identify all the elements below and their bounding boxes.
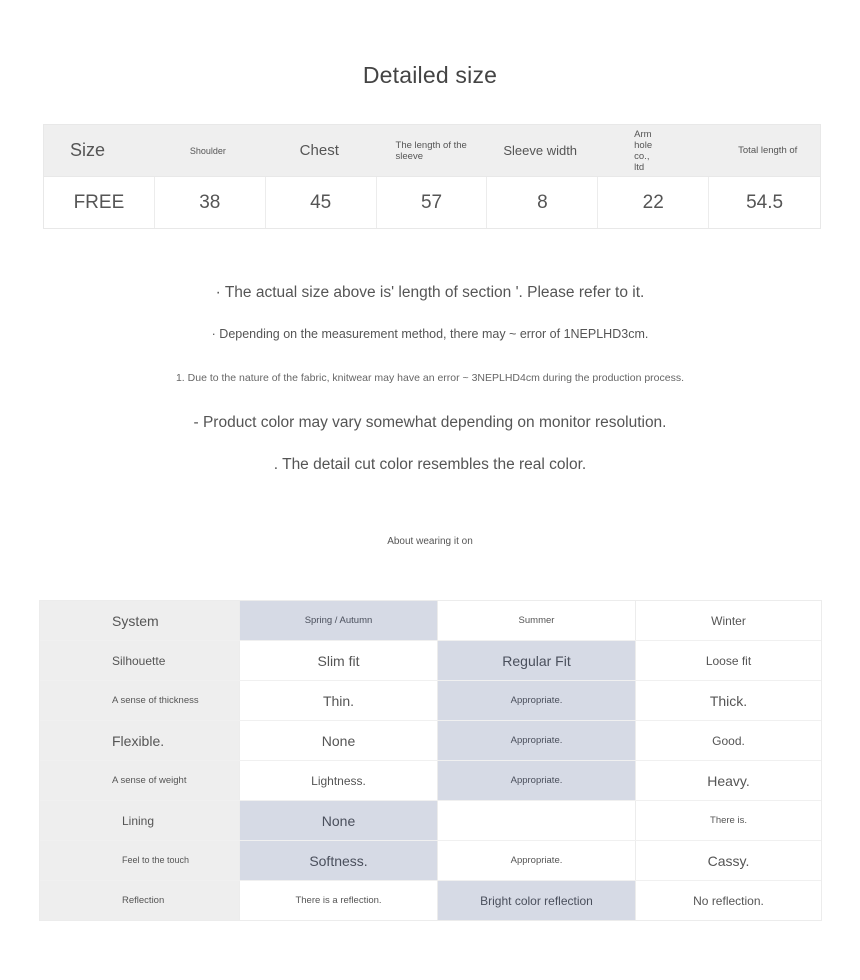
wear-option — [437, 801, 635, 840]
header-sleeve-length: The length of the sleeve — [395, 139, 467, 162]
wear-option: No reflection. — [635, 881, 821, 920]
value-arm-hole: 22 — [598, 177, 709, 228]
wear-row-label: Feel to the touch — [40, 841, 239, 880]
wear-option: Spring / Autumn — [239, 601, 437, 640]
wear-row — [40, 720, 821, 760]
wear-option: Thick. — [635, 681, 821, 720]
wear-row — [40, 760, 821, 800]
value-chest: 45 — [266, 177, 377, 228]
wear-option: There is a reflection. — [239, 881, 437, 920]
wear-option: Good. — [635, 721, 821, 760]
wear-option: Summer — [437, 601, 635, 640]
wear-option: Heavy. — [635, 761, 821, 800]
wear-option: Slim fit — [239, 641, 437, 680]
wear-row — [40, 880, 821, 920]
header-sleeve-width: Sleeve width — [503, 143, 578, 158]
wear-option: Appropriate. — [437, 761, 635, 800]
note-knitwear-error: 1. Due to the nature of the fabric, knitwear may have an error ~ 3NEPLHD4cm during the production process. — [175, 372, 685, 384]
header-shoulder: Shoulder — [189, 145, 226, 156]
note-measurement-error: · Depending on the measurement method, there may ~ error of 1NEPLHD3cm. — [211, 327, 649, 341]
wear-option: Appropriate. — [437, 681, 635, 720]
size-table — [43, 124, 821, 229]
wear-option: Appropriate. — [437, 721, 635, 760]
wear-row — [40, 640, 821, 680]
value-sleeve-width: 8 — [487, 177, 598, 228]
wear-option: Softness. — [239, 841, 437, 880]
wear-option: There is. — [635, 801, 821, 840]
wear-row — [40, 680, 821, 720]
wear-row-label: Reflection — [40, 881, 239, 920]
wear-row-label: Flexible. — [40, 721, 239, 760]
note-detail-color: . The detail cut color resembles the real color. — [273, 456, 587, 473]
wear-option: None — [239, 721, 437, 760]
wear-option: Cassy. — [635, 841, 821, 880]
value-sleeve-length: 57 — [377, 177, 488, 228]
section-heading-wearing: About wearing it on — [387, 536, 473, 547]
header-chest: Chest — [299, 142, 339, 159]
wear-option: Loose fit — [635, 641, 821, 680]
size-table-header — [44, 125, 820, 176]
wear-option: Thin. — [239, 681, 437, 720]
wear-option: Regular Fit — [437, 641, 635, 680]
wear-row-label: A sense of weight — [40, 761, 239, 800]
size-table-values — [44, 176, 820, 228]
wear-row — [40, 800, 821, 840]
note-monitor-color: - Product color may vary somewhat depending on monitor resolution. — [193, 414, 667, 431]
wear-row-label: A sense of thickness — [40, 681, 239, 720]
header-size: Size — [70, 140, 106, 160]
header-arm-hole: Arm hole co., ltd — [634, 128, 653, 173]
wear-option: Bright color reflection — [437, 881, 635, 920]
wear-row-label: System — [40, 601, 239, 640]
page-title: Detailed size — [362, 62, 498, 88]
header-total-length: Total length of — [738, 145, 798, 156]
wear-option: Winter — [635, 601, 821, 640]
value-total-length: 54.5 — [746, 191, 784, 213]
value-shoulder: 38 — [155, 177, 266, 228]
wear-option: Appropriate. — [437, 841, 635, 880]
wear-row — [40, 601, 821, 640]
wear-row-label: Silhouette — [40, 641, 239, 680]
wear-option: None — [239, 801, 437, 840]
wear-row-label: Lining — [40, 801, 239, 840]
wear-option: Lightness. — [239, 761, 437, 800]
wearing-info-table — [39, 600, 822, 921]
value-size: FREE — [44, 177, 155, 228]
note-actual-size: · The actual size above is' length of section '. Please refer to it. — [215, 284, 645, 301]
wear-row — [40, 840, 821, 880]
